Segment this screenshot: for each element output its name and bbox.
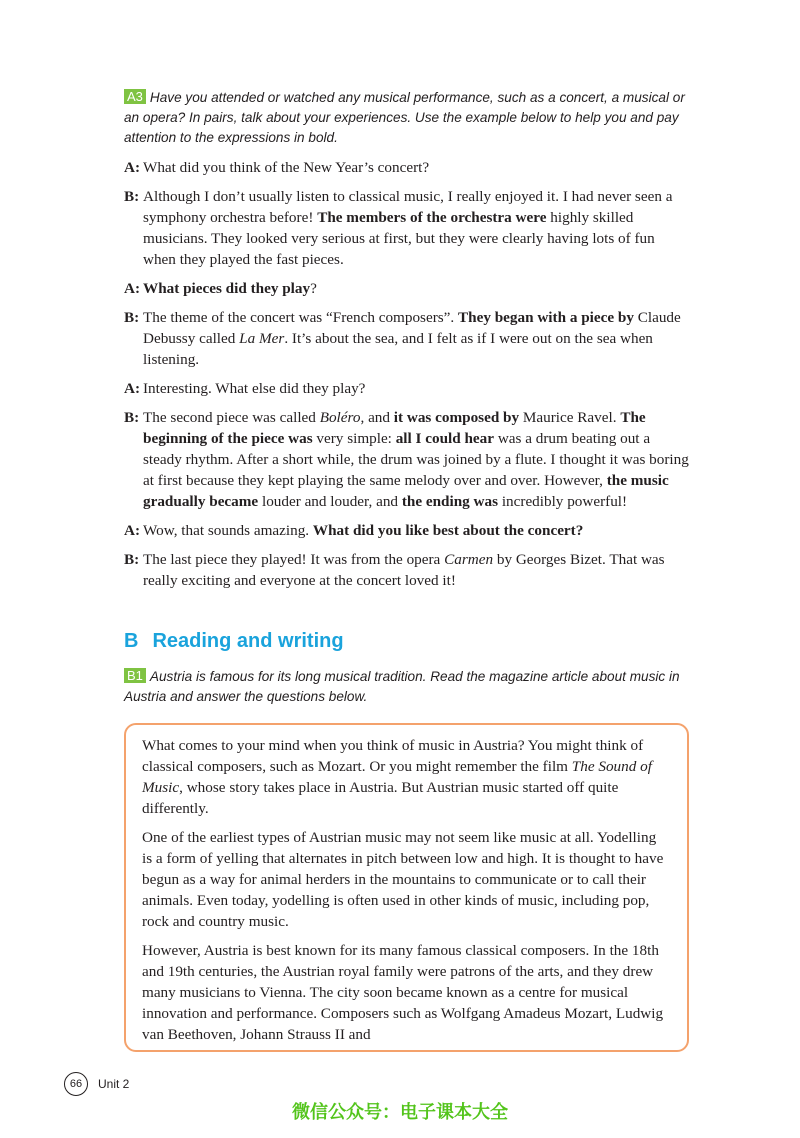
dialogue-line — [124, 278, 690, 299]
section-letter: B — [124, 630, 139, 652]
dialogue-text — [143, 307, 690, 370]
speaker-label: A: — [124, 380, 141, 397]
page-number: 66 — [64, 1072, 88, 1096]
dialogue-text — [143, 520, 690, 541]
text-segment: , whose story takes place in Austria. But Austrian music started off quite differently. — [142, 779, 619, 817]
a3-instruction — [124, 88, 690, 148]
section-title: Reading and writing — [152, 630, 344, 652]
text-segment: Maurice Ravel. — [519, 409, 621, 426]
text-segment: . It’s about the sea, and I felt as if I were out on the sea when listening. — [143, 330, 653, 368]
speaker-label: A: — [124, 280, 141, 297]
text-segment: The second piece was called — [143, 409, 320, 426]
italic-title: Carmen — [444, 551, 494, 568]
speaker-label: A: — [124, 522, 141, 539]
speaker-label: B: — [124, 309, 140, 326]
text-segment: ? — [310, 280, 317, 297]
bold-expression: it was composed by — [393, 409, 520, 426]
dialogue-text — [143, 157, 690, 178]
dialogue-text — [143, 407, 690, 512]
b1-instruction-text: Austria is famous for its long musical tradition. Read the magazine article about music in Austria and answer the questions below. — [124, 669, 680, 704]
speaker-label: B: — [124, 188, 140, 205]
text-segment: , and — [360, 409, 394, 426]
dialogue-text — [143, 378, 690, 399]
b1-tag: B1 — [124, 668, 146, 683]
dialogue-text — [143, 549, 690, 591]
text-segment: louder and louder, and — [258, 493, 402, 510]
text-segment: What comes to your mind when you think of music in Austria? You might think of classical composers, such as Mozart. Or you might remember the film — [142, 737, 644, 775]
dialogue-line — [124, 549, 690, 591]
text-segment: Wow, that sounds amazing. — [143, 522, 313, 539]
bold-expression: The beginning of the piece was — [143, 409, 646, 447]
dialogue — [124, 157, 690, 599]
section-heading — [124, 630, 344, 653]
text-segment: was a drum beating out a steady rhythm. After a short while, the drum was joined by a flute. I thought it was boring at first because they kept playing the same melody over and over. However, — [143, 430, 689, 489]
text-segment: highly skilled musicians. They looked very serious at first, but they were clearly having lots of fun when they played the fast pieces. — [143, 209, 655, 268]
bold-expression: all I could hear — [395, 430, 495, 447]
speaker-label: B: — [124, 551, 140, 568]
bold-expression: What did you like best about the concert? — [312, 522, 584, 539]
dialogue-line — [124, 407, 690, 512]
bold-expression: the music gradually became — [143, 472, 669, 510]
text-segment: One of the earliest types of Austrian music may not seem like music at all. Yodelling is a form of yelling that alternates in pitch between low and high. It is thought to have begun as a way for animal herders in the mountains to communicate or to call their animals. Even today, yodelling is often used in other kinds of music, including pop, rock and country music. — [142, 829, 664, 930]
article-text — [142, 735, 670, 1052]
italic-title: Boléro — [319, 409, 361, 426]
italic-title: La Mer — [239, 330, 285, 347]
text-segment: The theme of the concert was “French composers”. — [143, 309, 459, 326]
text-segment: very simple: — [312, 430, 396, 447]
italic-title: The Sound of Music — [142, 758, 652, 796]
article-box — [124, 723, 689, 1052]
dialogue-line — [124, 307, 690, 370]
dialogue-text — [143, 186, 690, 270]
dialogue-text — [143, 278, 690, 299]
text-segment: What did you think of the New Year’s concert? — [143, 159, 430, 176]
bold-expression: They began with a piece by — [458, 309, 634, 326]
dialogue-line — [124, 378, 690, 399]
a3-tag: A3 — [124, 89, 146, 104]
text-segment: Although I don’t usually listen to classical music, I really enjoyed it. I had never seen a symphony orchestra before! — [143, 188, 673, 226]
text-segment: Claude Debussy called — [143, 309, 681, 347]
text-segment: However, Austria is best known for its many famous classical composers. In the 18th and 19th centuries, the Austrian royal family were patrons of the arts, and they drew many musicians to Vienna. The city soon became known as a centre for musical innovation and performance. Composers such as Wolfgang Amadeus Mozart, Ludwig van Beethoven, Johann Strauss II and — [142, 942, 664, 1043]
bold-expression: What pieces did they play — [143, 280, 311, 297]
dialogue-line — [124, 157, 690, 178]
unit-label: Unit 2 — [98, 1077, 130, 1091]
dialogue-line — [124, 186, 690, 270]
text-segment: The last piece they played! It was from the opera — [143, 551, 445, 568]
article-paragraph — [142, 940, 670, 1045]
text-segment: Interesting. What else did they play? — [143, 380, 366, 397]
watermark: 微信公众号：电子课本大全 — [292, 1102, 508, 1123]
dialogue-line — [124, 520, 690, 541]
speaker-label: B: — [124, 409, 140, 426]
article-paragraph — [142, 735, 670, 819]
bold-expression: the ending was — [401, 493, 499, 510]
page-footer — [64, 1072, 129, 1096]
speaker-label: A: — [124, 159, 141, 176]
b1-instruction — [124, 667, 690, 707]
text-segment: incredibly powerful! — [498, 493, 628, 510]
article-paragraph — [142, 827, 670, 932]
a3-instruction-text: Have you attended or watched any musical performance, such as a concert, a musical or an opera? In pairs, talk about your experiences. Use the example below to help you and pay attention to the expressions in bold. — [124, 90, 685, 145]
bold-expression: The members of the orchestra were — [317, 209, 547, 226]
text-segment: by Georges Bizet. That was really exciting and everyone at the concert loved it! — [143, 551, 665, 589]
